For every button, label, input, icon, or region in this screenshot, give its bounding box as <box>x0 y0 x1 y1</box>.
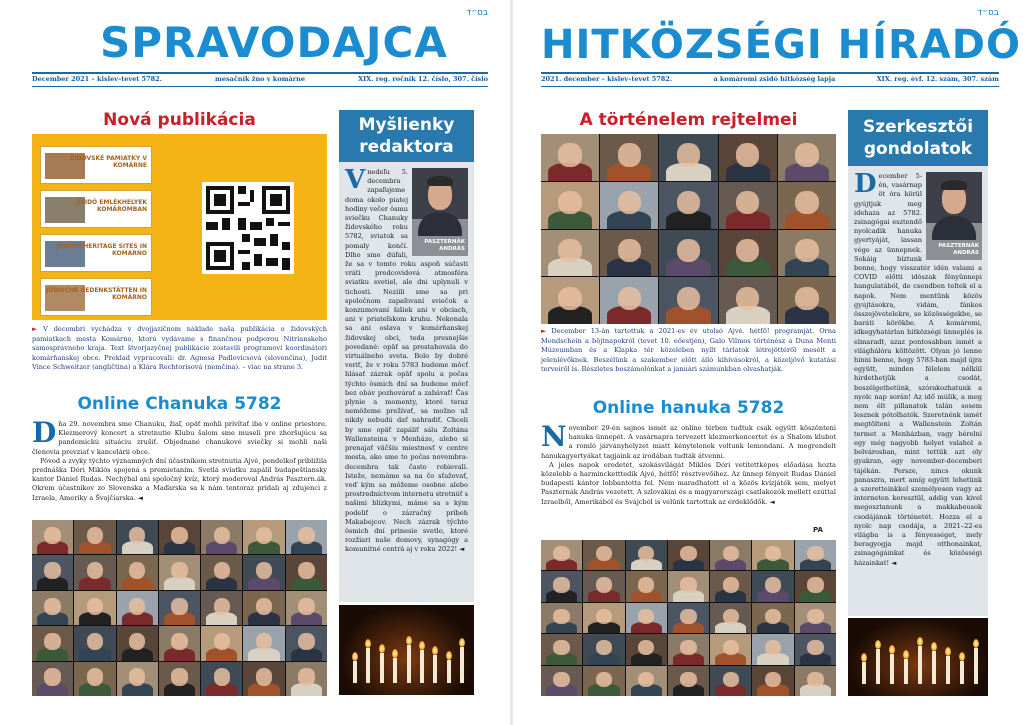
video-tile <box>201 626 242 660</box>
video-tile <box>659 182 717 229</box>
video-tile <box>626 571 667 601</box>
video-tile <box>583 634 624 664</box>
video-tile <box>795 571 836 601</box>
video-tile <box>583 571 624 601</box>
masthead-rule <box>32 72 488 74</box>
video-tile <box>201 555 242 589</box>
history-caption: ► December 13-án tartottuk a 2021-es év utolsó Ajvé. hétfő! programját. Orna Mondschein a böjtnapokról (tevet 10. eőestjén), Galo Vilmos történész a Duna Menti Múzeumban és a Klapka tér közelében nyílt tárlatok létrejöttéről mesélt a jelenlévőknek. Beszélünk a szakember előtt álló kihívásokról, a közeljövő kutatási terveiről is. Részletes beszámolónkat a januári számunkban olvashatják. <box>541 327 836 374</box>
editor-photo <box>926 172 982 260</box>
masthead-info <box>32 75 488 83</box>
video-tile <box>32 555 73 589</box>
left-masthead <box>32 8 488 88</box>
menorah-photo-left <box>339 605 474 695</box>
candle-flame <box>945 647 951 656</box>
candle-flame <box>973 639 979 648</box>
video-tile <box>752 666 793 696</box>
video-tile <box>541 182 599 229</box>
masthead-rule <box>541 72 999 74</box>
video-tile <box>659 277 717 324</box>
video-tile <box>719 182 777 229</box>
editor-sidebar-text: PASZTERNÁK ANDRÁS V nedeľu 5. decembra zapaľujeme doma okolo piatej hodiny večer ôsmu sviečku Chanuky židovského roku 5782, sviatok sa pomaly končí. Dlho sme dúfali, že sa v tomto roku aspoň súčasti vráti predcovidová atmosféra sviatku svetiel, ale dni uplynuli v tichosti. Neziili sme sa pri spoločnom zapaľovaní sviečok a konzumovaní šišiek ani v obciach, ani v priateľskom kruhu. Nekonala sa ani oslava v komárňanskej židovskej obci, teda presnejšie povedané: opäť sa prestahovala do virtuálneho sveta. Bolo by dobré veriť, že v roku 5783 budeme môcť hlásať zázrak opäť spolu a počas týchto ôsmich dní sa budeme môcť bez obáv pozhovárať a zabávať! Čas plynie a momenty, ktoré teraz nemôžeme prežívať, sa možno už nikdy nebudú dať nahradiť. Chceli by sme opäť zapáliť sálu Zoltána Wallensteina v Menháze, alebo si prenajať väčšiu miestnosť v centre mesta, ako sme to počas novembra-decembra tak často robievali. Isteže, nemáme sa na čo sťažovať, veď kým sa môžeme osobne alebo prostredníctvom internetu stretnúť s našimi blízkymi, máme sa s kým podeliť o zázračný príbeh Makabejcov. Nech zázrak týchto ôsmich dní prinesie svetlo, ktoré rozžiari naše domovy, synagógy a komunitné centrá aj v roku 2022! ◄ <box>339 162 474 602</box>
candle-flame <box>875 640 881 649</box>
hanuka-paragraph-2: A jeles napok eredetét, szokásvilágát Miklós Dóri vetítettképes előadása hozta közelebb a harmincketttedik Ajvé, hétfő! résztvevőihez. Az ünnep fényeit Rudas Dániel budapesti kántor lobbantotta fel. Nem maradhatott el a közös kvízjáték sem, melyet Paszternák András vezetett. A szlovákiai és a magyarországi csatlakozók mellett ezúttal Izraelből, Amerikából és Svájcból is velünk tartottak az érdeklődők. ◄ <box>541 460 836 506</box>
video-tile <box>243 591 284 625</box>
video-tile <box>659 230 717 277</box>
video-tile <box>286 591 327 625</box>
video-tile <box>583 666 624 696</box>
video-tile <box>74 555 115 589</box>
book-cover-de <box>40 278 152 316</box>
video-tile <box>286 555 327 589</box>
chanuka-paragraph-2: Pôvod a zvyky týchto významných dní účastníkom stretnutia Ajvé, pondelkoľ približila prednáška Dóri Miklós spojená s premietaním. Svetlá sviatku zapálil budapeštiansky kantor Dániel Rudas. Nechýbal ani spoločný kvíz, ktorý moderoval András Pasztern.ák. Okrem účastníkov zo Slovenska a Maďarska sa k nám tentoraz pridali aj zdujenci z Izraela, Ameriky a Švajčiarska. ◄ <box>32 456 327 502</box>
issue-date: December 2021 – kislev–tevet 5782. <box>32 75 162 83</box>
chanuka-paragraph-1: Dňa 29. novembra sme Chanuku, žiaľ, opäť mohli privítať iba v online priestore. Klezmerový koncert a stretnutie Klubu šalom sme museli pre zhoršujúcu sa pandemickú situáciu zrušiť. Objednané chanukové sviečky si mohli naši členovia prevziať v kancelárii obce. <box>32 416 327 456</box>
video-tile <box>710 540 751 570</box>
video-tile <box>778 277 836 324</box>
candle-flame <box>419 641 425 650</box>
candle-flame <box>889 645 895 654</box>
video-tile <box>600 230 658 277</box>
video-tile <box>32 662 73 696</box>
masthead-info <box>541 75 999 83</box>
hanuka-article <box>541 420 836 507</box>
editor-sidebar-title: Szerkesztői gondolatok <box>848 110 988 166</box>
editor-photo-caption: PASZTERNÁK ANDRÁS <box>938 243 979 256</box>
right-page <box>513 0 1023 725</box>
candle <box>960 661 964 684</box>
video-tile <box>117 662 158 696</box>
masthead-title: HITKÖZSÉGI HÍRADÓ <box>541 22 1021 68</box>
candle <box>904 659 908 684</box>
candle <box>932 651 936 684</box>
video-tile <box>32 626 73 660</box>
video-tile <box>541 634 582 664</box>
video-tile <box>752 571 793 601</box>
right-masthead <box>541 8 1021 88</box>
zoom-screenshot-history <box>541 134 836 324</box>
video-tile <box>626 603 667 633</box>
candle-flame <box>406 636 412 645</box>
menorah-photo-right <box>848 618 988 696</box>
candle <box>433 655 437 683</box>
candle-flame <box>959 652 965 661</box>
publication-caption-text: V decembri vychádza v dvojjazičnom náklade naša publikácia o židovských pamiatkach mesta Komárno, ktorú vydávame s finančnou podporou Nitrianskeho samosprávneho kraja. Text štvorjazyčnej publikácie zostavili programoví koordinátori komárňanskej obce. Preklad vypracovali: dr. Agnesa Padlovicsová (slovenčina), Judit Vince Schweitzer (angličtina) a Klára Rechtorisová (nemčina). – viac na strane 3. <box>32 325 327 372</box>
video-tile <box>541 277 599 324</box>
video-tile <box>710 666 751 696</box>
candle-flame <box>352 652 358 661</box>
candle <box>946 656 950 684</box>
video-tile <box>752 634 793 664</box>
candle <box>974 648 978 684</box>
candle-flame <box>446 651 452 660</box>
video-tile <box>583 603 624 633</box>
candle-flame <box>365 639 371 648</box>
video-tile <box>795 603 836 633</box>
masthead-rule-lower <box>32 86 488 87</box>
video-tile <box>74 626 115 660</box>
book-label-hu: ZSIDÓ EMLÉKHELYEK KOMÁROMBAN <box>76 199 147 213</box>
video-tile <box>626 666 667 696</box>
video-tile <box>795 666 836 696</box>
hanuka-title: Online hanuka 5782 <box>592 398 785 418</box>
video-tile <box>243 626 284 660</box>
candle <box>380 653 384 683</box>
video-tile <box>32 520 73 554</box>
candle-flame <box>459 638 465 647</box>
video-tile <box>159 662 200 696</box>
drop-cap: N <box>541 420 567 453</box>
video-tile <box>600 277 658 324</box>
candle-flame <box>861 653 867 662</box>
video-tile <box>541 666 582 696</box>
article-signature: PA <box>813 526 823 534</box>
video-tile <box>795 634 836 664</box>
hanuka-paragraph-1: November 29-én sajnos ismét az online térben tudtuk csak együtt köszönteni hanuka ünnepét. A vasárnapra tervezett klezmerkoncertet és a Shalom klubot a romló járványhelyzet miatt kénytelenek voltunk lemondani. A megrendelt hanukagyertyákat tagjaink az irodában tudták átvenni. <box>541 420 836 460</box>
candle <box>420 650 424 683</box>
candle <box>407 645 411 683</box>
video-tile <box>600 134 658 181</box>
video-tile <box>32 591 73 625</box>
masthead-rule-lower <box>541 86 999 87</box>
publication-title: Nová publikácia <box>103 110 256 130</box>
video-tile <box>286 662 327 696</box>
candle-flame <box>903 650 909 659</box>
video-tile <box>541 230 599 277</box>
video-tile <box>243 555 284 589</box>
book-cover-en <box>40 234 152 272</box>
candle-flame <box>392 649 398 658</box>
video-tile <box>668 603 709 633</box>
video-tile <box>117 626 158 660</box>
candle-flame <box>432 646 438 655</box>
publication-caption: ► V decembri vychádza v dvojjazičnom náklade naša publikácia o židovských pamiatkach mesta Komárno, ktorú vydávame s finančnou podporou Nitrianskeho samosprávneho kraja. Text štvorjazyčnej publikácie zostavili programoví koordinátori komárňanskej obce. Preklad vypracovali: dr. Agnesa Padlovicsová (slovenčina), Judit Vince Schweitzer (angličtina) a Klára Rechtorisová (nemčina). – viac na strane 3. <box>32 325 327 372</box>
video-tile <box>668 666 709 696</box>
issue-number: XIX. reg. ročník 12. číslo, 307. číslo <box>358 75 488 83</box>
left-page <box>0 0 510 725</box>
candle <box>890 654 894 684</box>
issue-number: XIX. reg. évf. 12. szám, 307. szám <box>876 75 999 83</box>
candle <box>447 660 451 683</box>
video-tile <box>243 662 284 696</box>
video-tile <box>159 626 200 660</box>
video-tile <box>243 520 284 554</box>
video-tile <box>710 603 751 633</box>
video-tile <box>600 182 658 229</box>
publication-image <box>32 134 327 320</box>
video-tile <box>668 540 709 570</box>
editor-photo-caption: PASZTERNÁK ANDRÁS <box>424 239 465 252</box>
video-tile <box>719 134 777 181</box>
video-tile <box>668 571 709 601</box>
video-tile <box>778 182 836 229</box>
book-label-en: JEWISH HERITAGE SITES IN KOMARNO <box>56 243 147 257</box>
video-tile <box>626 634 667 664</box>
drop-cap: V <box>345 165 366 195</box>
editor-photo <box>412 168 468 256</box>
book-cover-hu <box>40 190 152 228</box>
hebrew-mark: בס״ד <box>466 8 488 18</box>
history-caption-text: December 13-án tartottuk a 2021-es év utolsó Ajvé. hétfő! programját. Orna Mondschein a böjtnapokról (tevet 10. eőestjén), Galo Vilmos történész a Duna Menti Múzeumban és a Klapka tér közelében nyílt tárlatok létrejöttéről mesélt a jelenlévőknek. Beszélünk a szakember előtt álló kihívásokról, a közeljövő kutatási terveiről is. Részletes beszámolónkat a januári számunkban olvashatják. <box>541 327 836 374</box>
video-tile <box>541 603 582 633</box>
chanuka-title: Online Chanuka 5782 <box>77 394 282 414</box>
video-tile <box>668 634 709 664</box>
video-tile <box>286 520 327 554</box>
video-tile <box>710 634 751 664</box>
video-tile <box>159 520 200 554</box>
video-tile <box>541 571 582 601</box>
tagline: mesačník žno v komárne <box>214 75 306 83</box>
video-tile <box>583 540 624 570</box>
video-tile <box>752 603 793 633</box>
video-tile <box>719 230 777 277</box>
video-tile <box>201 591 242 625</box>
video-tile <box>74 662 115 696</box>
video-tile <box>117 520 158 554</box>
video-tile <box>659 134 717 181</box>
video-tile <box>159 555 200 589</box>
video-tile <box>795 540 836 570</box>
issue-date: 2021. december – kislev–tevet 5782. <box>541 75 673 83</box>
candle-flame <box>917 637 923 646</box>
video-tile <box>286 626 327 660</box>
video-tile <box>541 134 599 181</box>
candle <box>353 661 357 683</box>
video-tile <box>117 555 158 589</box>
qr-code <box>202 182 294 274</box>
zoom-screenshot-right <box>541 540 836 696</box>
tagline: a komáromi zsidó hitközség lapja <box>713 75 836 83</box>
video-tile <box>74 520 115 554</box>
candle <box>918 646 922 684</box>
drop-cap: D <box>854 169 877 199</box>
book-cover-sk <box>40 146 152 184</box>
candle-flame <box>931 642 937 651</box>
book-label-de: JÜDISCHE GEDENKSTÄTTEN IN KOMÁRNO <box>46 287 147 301</box>
video-tile <box>626 540 667 570</box>
candle <box>393 658 397 683</box>
editor-sidebar-title: Myšlienky redaktora <box>339 110 474 162</box>
video-tile <box>778 230 836 277</box>
video-tile <box>201 662 242 696</box>
candle-flame <box>379 644 385 653</box>
zoom-screenshot-left <box>32 520 327 696</box>
editor-sidebar-text: PASZTERNÁK ANDRÁS D ecember 5-én, vasárnap öt óra körül gyújtjuk meg idehaza az 5782. zsinagógai esztendő nyolcadik hanuka gyertyáját, lassan vége az ünnepnek. Sokáig bíztunk benne, hogy visszatér idén valami a COVID előtti idószak fényünnepi hangulatából, de csendben teltek el a napok. Nem mentünk közös gyújtásokra, vidám, fánkos összejövetelekre, se közösségekbe, se baráti körökbe. A komáromi, idkegyhatárlan hitközségi ünneplés is elmaradt, azaz pontosabban ismét a világhálóra költözött. Olyan jó lenne hinni benne, hogy 5783-ban majd újra együtt, minden félelem nélkül hirdethetjük a csodát, beszélgethetünk, szórakozhatunk a nyolc nap során! Az idő múlik, a meg nem élt pillanatok talán sosem lesznek pótolhatók. Szeretnénk ismét megtölteni a Wallenstein Zoltán termet a Menházban, vagy bérelni egy még nagyobb helyet valahol a belvárosban, mint tettük azt oly gyakran, egy november-decemberi tájékán. Persze, nincs okunk panaszra, mert amíg együtt lehetünk a szeretteinkkel személyesen vagy az interneten keresztül, addig van kivel megosztanunk a makkabeusok csodájának történetét. Hozza el a nyolc nap csodája, a 2021–22-es világba is a fényességet, mely beragyogja majd otthonainkat, zsinagógáinkat és közösségi házainkat! ◄ <box>848 166 988 616</box>
video-tile <box>74 591 115 625</box>
video-tile <box>752 540 793 570</box>
book-label-sk: ŽIDOVSKÉ PAMIATKY V KOMÁRNE <box>70 155 147 169</box>
chanuka-article <box>32 416 327 503</box>
candle <box>366 648 370 683</box>
video-tile <box>778 134 836 181</box>
candle <box>862 662 866 684</box>
video-tile <box>201 520 242 554</box>
masthead-title: SPRAVODAJCA <box>100 18 448 67</box>
video-tile <box>541 540 582 570</box>
history-title: A történelem rejtelmei <box>579 110 798 130</box>
drop-cap: D <box>32 416 57 449</box>
video-tile <box>159 591 200 625</box>
video-tile <box>117 591 158 625</box>
candle <box>876 649 880 684</box>
hebrew-mark: בס״ד <box>977 8 999 18</box>
video-tile <box>710 571 751 601</box>
candle <box>460 647 464 683</box>
video-tile <box>719 277 777 324</box>
